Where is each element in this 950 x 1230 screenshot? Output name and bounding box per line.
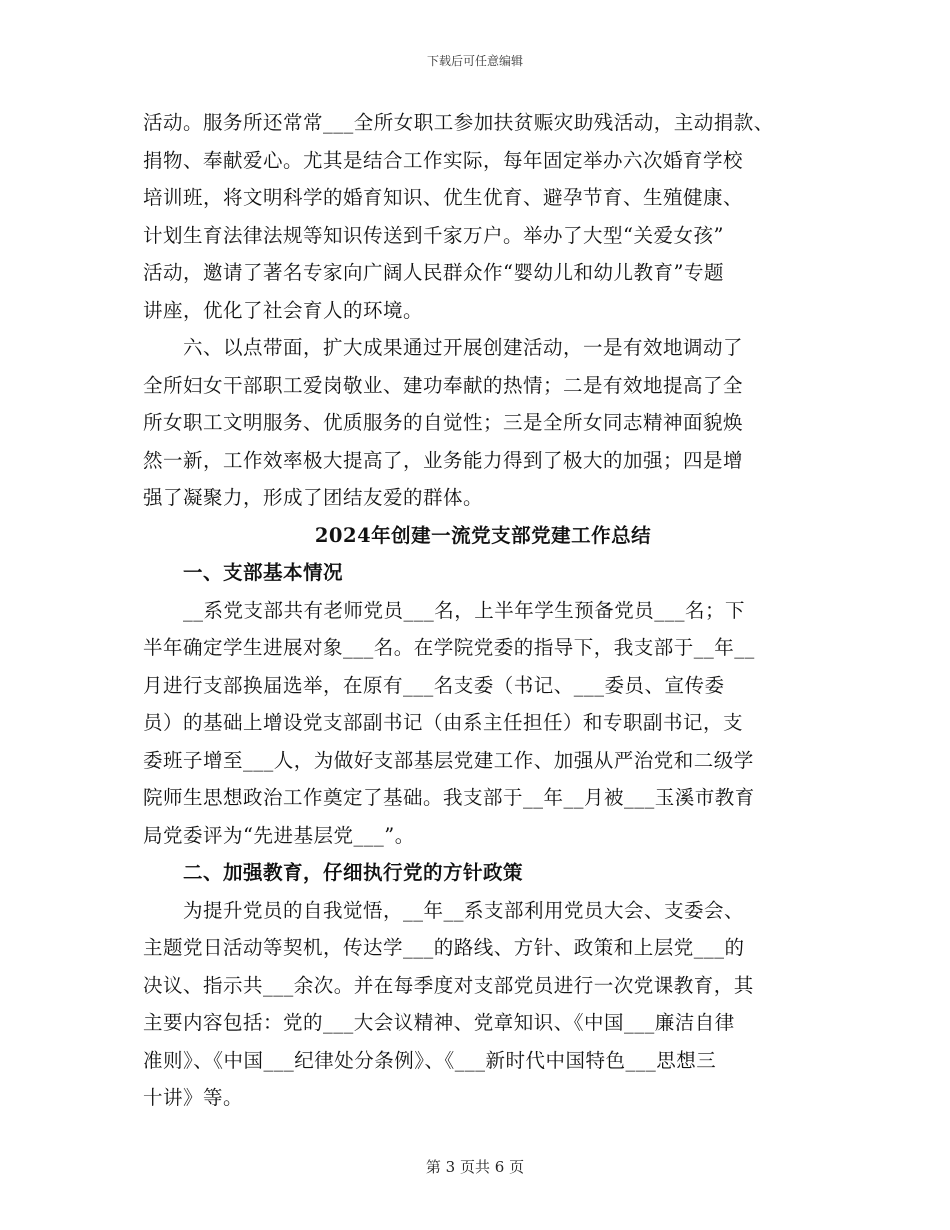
document-title: 2024年创建一流党支部党建工作总结 [314,523,652,547]
body-text-line: 六、以点带面，扩大成果通过开展创建活动，一是有效地调动了 [183,336,744,359]
body-text-line: 委班子增至___人，为做好支部基层党建工作、加强从严治党和二级学 [143,748,754,772]
body-text-line: 强了凝聚力，形成了团结友爱的群体。 [143,486,484,509]
body-text-line: 月进行支部换届选举，在原有___名支委（书记、___委员、宣传委 [143,673,725,697]
body-text-line: 为提升党员的自我觉悟，__年__系支部利用党员大会、支委会、 [183,898,745,922]
body-text-line: 十讲》等。 [143,1086,244,1109]
page-header: 下载后可任意编辑 [426,54,523,68]
body-text-line: 培训班，将文明科学的婚育知识、优生优育、避孕节育、生殖健康、 [143,186,744,209]
body-text-line: 主要内容包括：党的___大会议精神、党章知识、《中国___廉洁自律 [143,1011,735,1034]
section-heading: 二、加强教育，仔细执行党的方针政策 [183,861,524,884]
body-text-line: 准则》、《中国___纪律处分条例》、《___新时代中国特色___思想三 [143,1048,717,1072]
body-text-line: 活动，邀请了著名专家向广阔人民群众作“婴幼儿和幼儿教育”专题 [143,261,724,284]
body-text-line: 决议、指示共___余次。并在每季度对支部党员进行一次党课教育，其 [143,973,754,997]
body-text-line: 半年确定学生进展对象___名。在学院党委的指导下，我支部于__年__ [143,636,755,659]
body-text-line: 院师生思想政治工作奠定了基础。我支部于__年__月被___玉溪市教育 [143,786,755,809]
body-text-line: 讲座，优化了社会育人的环境。 [143,298,424,322]
body-text-line: 捐物、奉献爱心。尤其是结合工作实际，每年固定举办六次婚育学校 [143,148,744,172]
page-number-footer: 第 3 页共 6 页 [425,1158,525,1176]
section-heading: 一、支部基本情况 [183,561,344,584]
body-text-line: __系党支部共有老师党员___名，上半年学生预备党员___名；下 [183,598,746,622]
document-body [143,104,805,1117]
body-text-line: 计划生育法律法规等知识传送到千家万户。举办了大型“关爱女孩” [143,223,724,247]
body-text-line: 局党委评为“先进基层党___”。 [143,823,415,847]
body-text-line: 然一新，工作效率极大提高了，业务能力得到了极大的加强；四是增 [143,448,744,472]
body-text-line: 全所妇女干部职工爱岗敬业、建功奉献的热情；二是有效地提高了全 [143,373,744,397]
body-text-line: 所女职工文明服务、优质服务的自觉性；三是全所女同志精神面貌焕 [143,411,744,434]
body-text-line: 主题党日活动等契机，传达学___的路线、方针、政策和上层党___的 [143,936,745,959]
body-text-line: 活动。服务所还常常___全所女职工参加扶贫赈灾助残活动，主动捐款、 [143,111,774,134]
body-text-line: 员）的基础上增设党支部副书记（由系主任担任）和专职副书记，支 [143,711,744,734]
